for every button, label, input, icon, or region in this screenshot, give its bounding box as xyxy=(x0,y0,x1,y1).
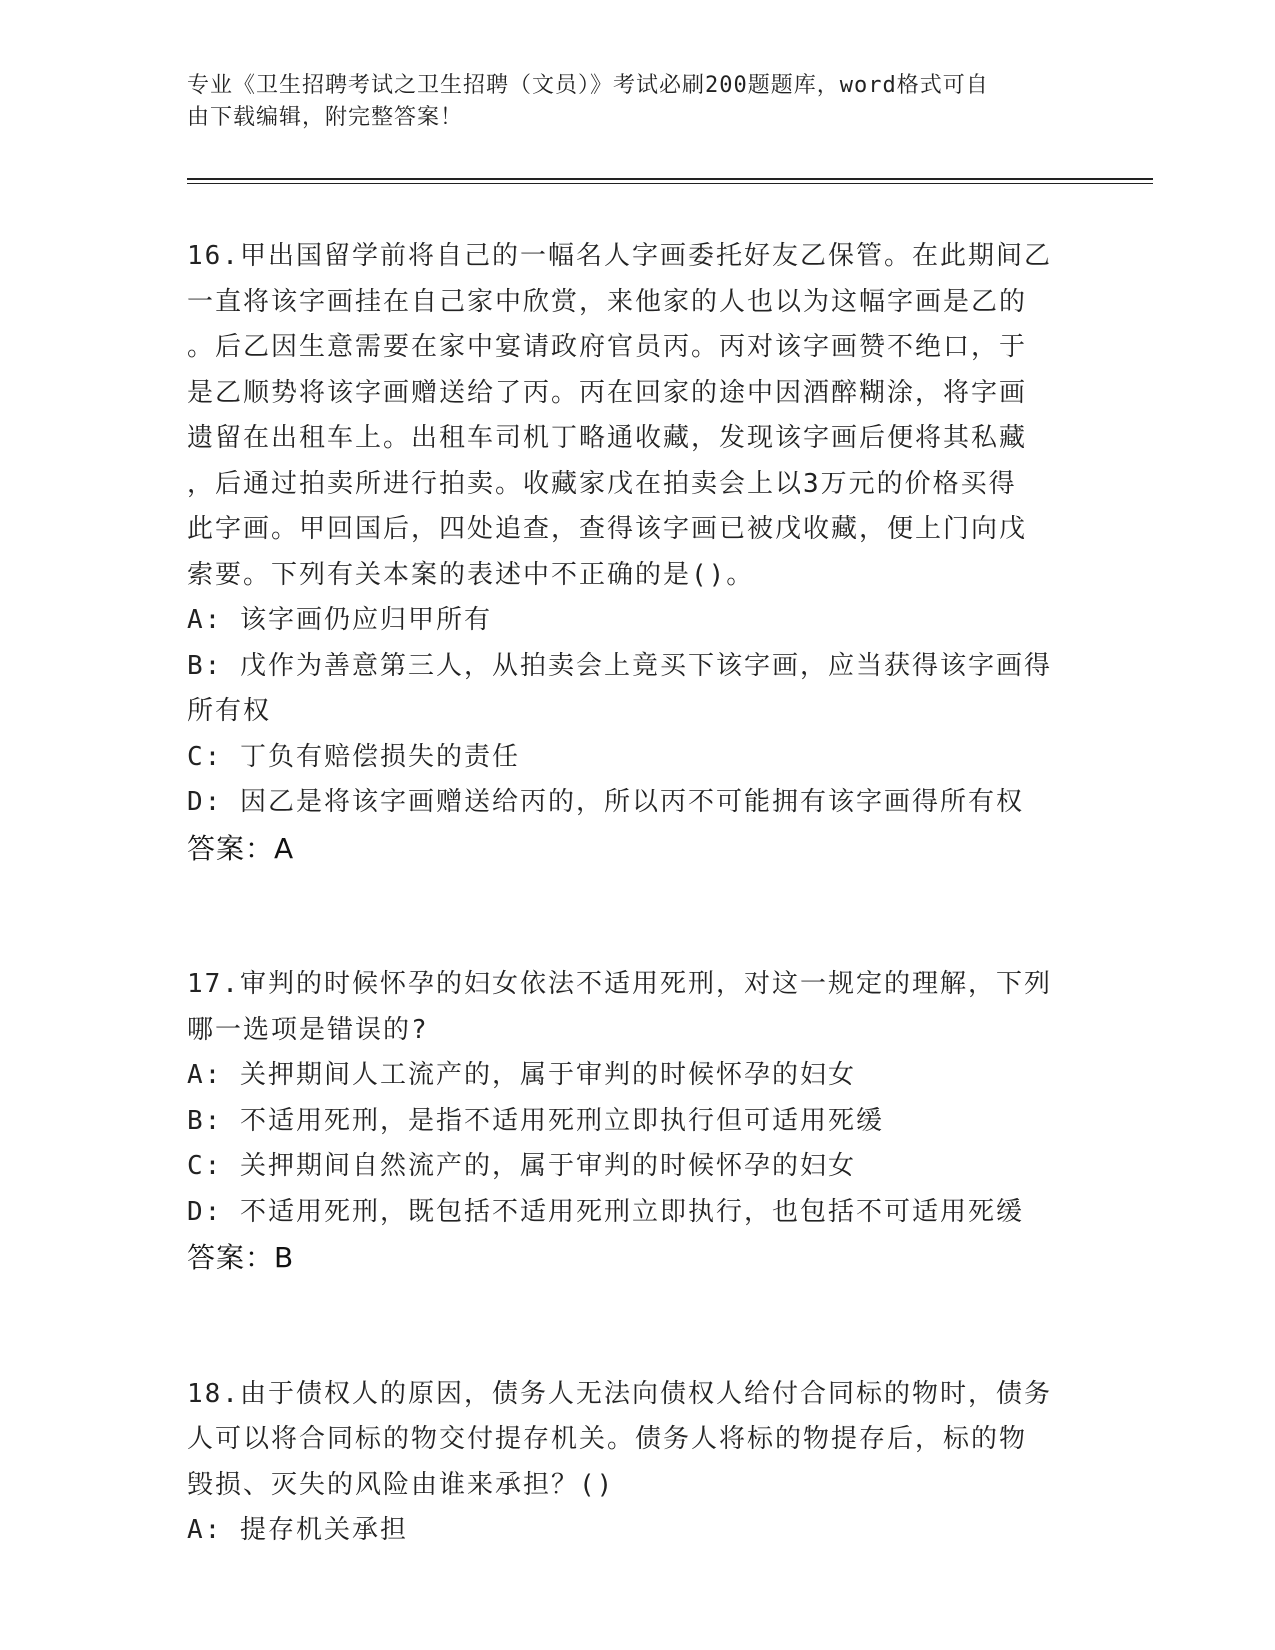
question-stem-line: 毁损、灭失的风险由谁来承担？() xyxy=(187,1469,615,1500)
option-b-continued: 所有权 xyxy=(187,696,272,726)
question-stem-line: 一直将该字画挂在自己家中欣赏，来他家的人也以为这幅字画是乙的 xyxy=(187,286,1028,317)
question-stem-line: 遗留在出租车上。出租车司机丁略通收藏，发现该字画后便将其私藏 xyxy=(187,423,1028,453)
question-stem-line: 人可以将合同标的物交付提存机关。债务人将标的物提存后，标的物 xyxy=(187,1424,1028,1454)
option-c: C: 丁负有赔偿损失的责任 xyxy=(187,741,520,772)
question-stem-line: 17.审判的时候怀孕的妇女依法不适用死刑，对这一规定的理解，下列 xyxy=(187,969,1052,999)
question-16 xyxy=(187,234,1067,871)
option-a: A: 关押期间人工流产的，属于审判的时候怀孕的妇女 xyxy=(187,1060,856,1090)
answer-label: 答案：B xyxy=(187,1241,295,1274)
option-d: D: 因乙是将该字画赠送给丙的，所以丙不可能拥有该字画得所有权 xyxy=(187,787,1024,817)
document-header xyxy=(187,70,1067,134)
question-17 xyxy=(187,962,1067,1281)
question-stem-line: 索要。下列有关本案的表述中不正确的是()。 xyxy=(187,559,755,590)
header-divider-thick xyxy=(187,178,1153,180)
option-a: A: 提存机关承担 xyxy=(187,1515,408,1545)
header-divider-thin xyxy=(187,183,1153,184)
option-a: A: 该字画仍应归甲所有 xyxy=(187,605,492,635)
question-list xyxy=(187,234,1067,1554)
option-b: B: 戊作为善意第三人，从拍卖会上竟买下该字画，应当获得该字画得 xyxy=(187,650,1052,681)
option-c: C: 关押期间自然流产的，属于审判的时候怀孕的妇女 xyxy=(187,1151,856,1181)
question-stem-line: ，后通过拍卖所进行拍卖。收藏家戊在拍卖会上以3万元的价格买得 xyxy=(187,468,1017,499)
question-stem-line: 18.由于债权人的原因，债务人无法向债权人给付合同标的物时，债务 xyxy=(187,1378,1052,1409)
question-spacer xyxy=(187,871,1067,962)
option-b: B: 不适用死刑，是指不适用死刑立即执行但可适用死缓 xyxy=(187,1105,884,1136)
header-line: 专业《卫生招聘考试之卫生招聘（文员）》考试必刷200题题库，word格式可自 xyxy=(187,73,989,98)
question-stem-line: 是乙顺势将该字画赠送给了丙。丙在回家的途中因酒醉糊涂，将字画 xyxy=(187,377,1028,408)
question-18 xyxy=(187,1372,1067,1554)
question-stem-line: 。后乙因生意需要在家中宴请政府官员丙。丙对该字画赞不绝口，于 xyxy=(187,332,1028,362)
question-stem-line: 16.甲出国留学前将自己的一幅名人字画委托好友乙保管。在此期间乙 xyxy=(187,241,1052,271)
header-line: 由下载编辑，附完整答案！ xyxy=(187,105,464,130)
answer-label: 答案：A xyxy=(187,831,295,865)
option-d: D: 不适用死刑，既包括不适用死刑立即执行，也包括不可适用死缓 xyxy=(187,1196,1024,1227)
question-spacer xyxy=(187,1281,1067,1372)
question-stem-line: 哪一选项是错误的? xyxy=(187,1014,429,1045)
question-stem-line: 此字画。甲回国后，四处追查，查得该字画已被戊收藏，便上门向戊 xyxy=(187,514,1028,544)
